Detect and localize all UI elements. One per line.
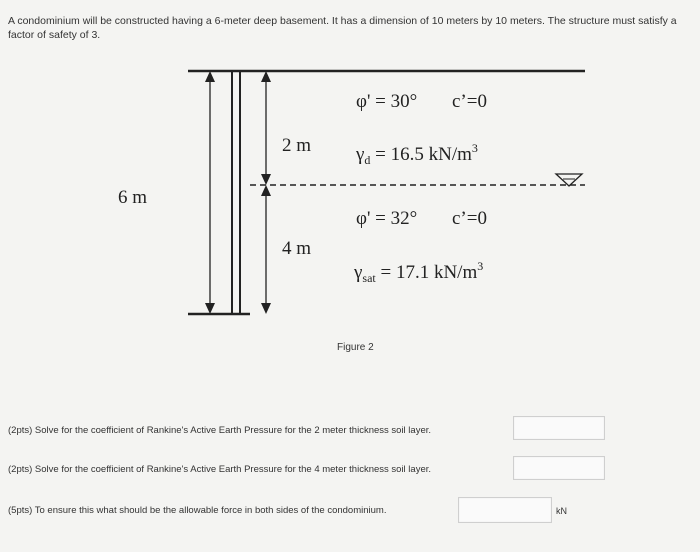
layer1-gamma: $\gamma_d = 16.5$ $kN/m^3$ — [356, 141, 478, 167]
layer2-gamma: $\gamma_{sat} = 17.1$ $kN/m^3$ — [354, 259, 484, 285]
label-6m: 6 m — [118, 187, 148, 208]
layer1-c: c’=0 — [452, 91, 487, 112]
question-3: (5pts) To ensure this what should be the allowable force in both sides of the condominium. — [8, 505, 387, 516]
label-4m: 4 m — [282, 238, 312, 259]
arrowhead-icon — [205, 303, 215, 314]
arrowhead-icon — [261, 174, 271, 185]
arrowhead-icon — [261, 303, 271, 314]
answer-input-1[interactable] — [513, 416, 605, 440]
layer1-phi: φ' = 30° — [356, 91, 418, 112]
arrowhead-icon — [205, 71, 215, 82]
layer2-c: c’=0 — [452, 208, 487, 229]
answer-input-3[interactable] — [458, 497, 552, 523]
answer-unit-3: kN — [556, 506, 567, 516]
water-table-icon — [556, 174, 582, 186]
label-2m: 2 m — [282, 135, 312, 156]
problem-statement: A condominium will be constructed having a 6-meter deep basement. It has a dimension of 10 meters by 10 meters. The structure must satisfy a factor of safety of 3. — [8, 15, 677, 41]
question-2: (2pts) Solve for the coefficient of Rankine's Active Earth Pressure for the 4 meter thickness soil layer. — [8, 464, 432, 475]
figure-caption: Figure 2 — [337, 342, 374, 353]
arrowhead-icon — [261, 185, 271, 196]
answer-input-2[interactable] — [513, 456, 605, 480]
arrowhead-icon — [261, 71, 271, 82]
layer2-phi: φ' = 32° — [356, 208, 418, 229]
question-1: (2pts) Solve for the coefficient of Rankine's Active Earth Pressure for the 2 meter thickness soil layer. — [8, 425, 432, 436]
